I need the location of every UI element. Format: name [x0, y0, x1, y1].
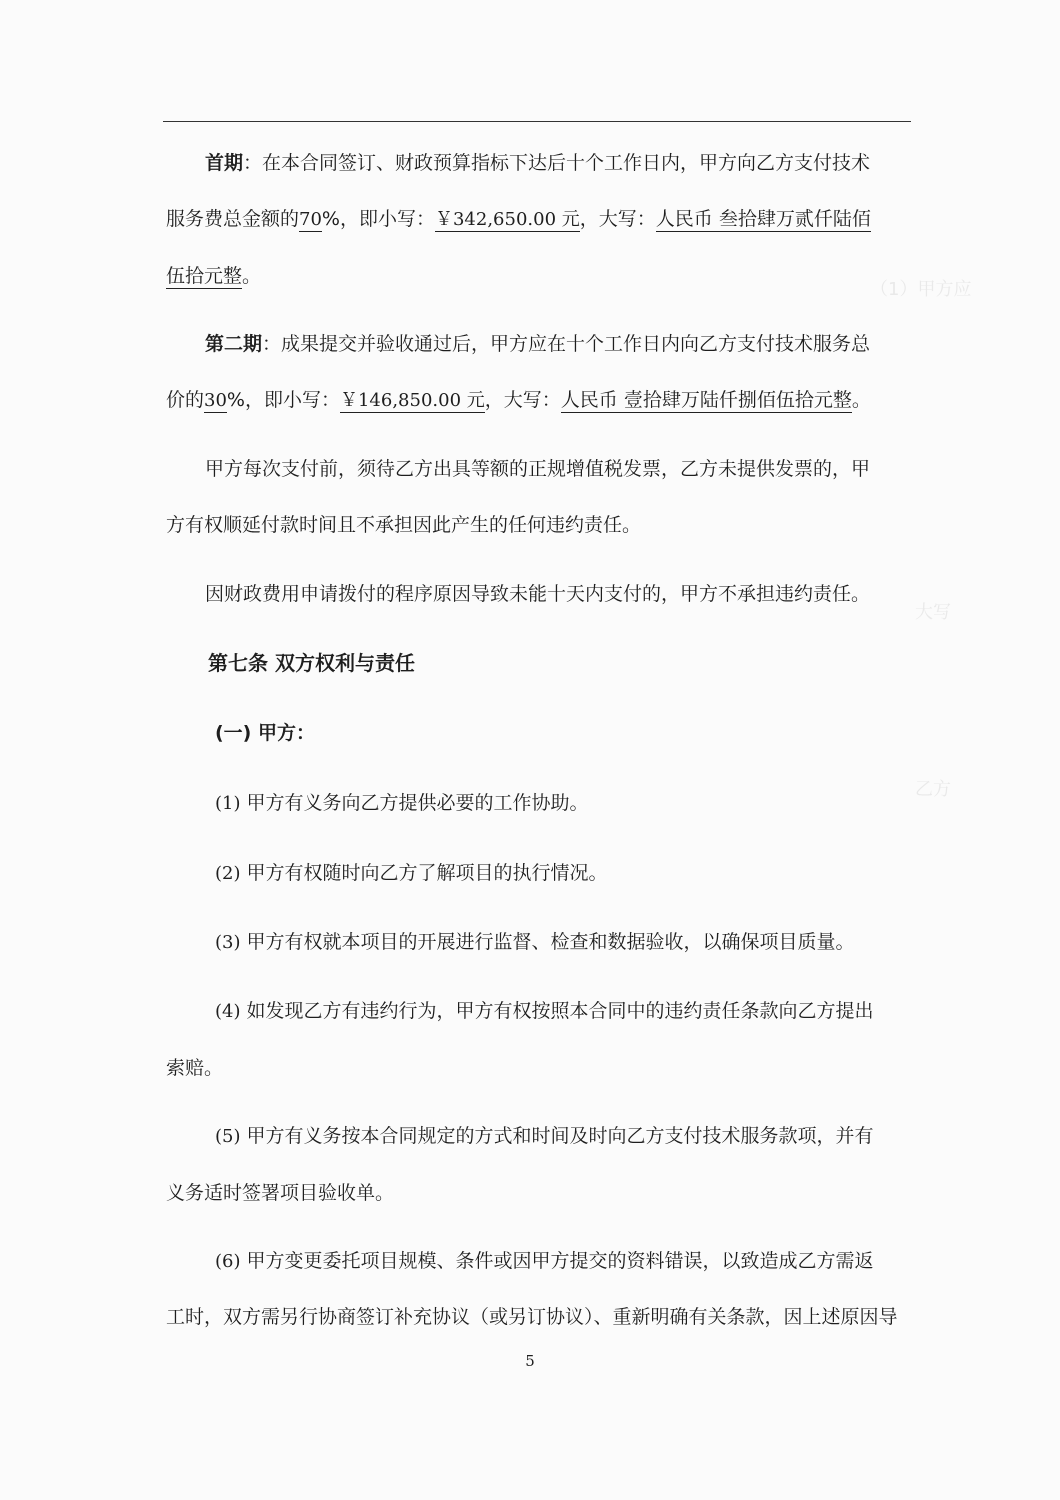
- show-through: 大写: [915, 602, 951, 623]
- first-payment-line-3: 伍拾元整。: [166, 265, 262, 287]
- party-a-item-4: (4) 如发现乙方有违约行为，甲方有权按照本合同中的违约责任条款向乙方提出: [215, 1000, 874, 1022]
- article-7-heading: 第七条 双方权利与责任: [208, 651, 415, 675]
- party-a-item-5-cont: 义务适时签署项目验收单。: [166, 1182, 395, 1204]
- first-payment-line-1: 首期：在本合同签订、财政预算指标下达后十个工作日内，甲方向乙方支付技术: [205, 152, 871, 174]
- show-through: （1）甲方应: [870, 279, 972, 300]
- fiscal-delay-paragraph: 因财政费用申请拨付的程序原因导致未能十天内支付的，甲方不承担违约责任。: [205, 583, 871, 605]
- party-a-heading: (一) 甲方：: [215, 722, 315, 744]
- second-payment-line-1: 第二期：成果提交并验收通过后，甲方应在十个工作日内向乙方支付技术服务总: [205, 333, 871, 355]
- party-a-item-1: (1) 甲方有义务向乙方提供必要的工作协助。: [215, 792, 589, 814]
- second-payment-label: 第二期: [205, 333, 263, 355]
- first-amount: ￥342,650.00 元: [434, 209, 580, 230]
- party-a-item-6: (6) 甲方变更委托项目规模、条件或因甲方提交的资料错误，以致造成乙方需返: [215, 1250, 874, 1272]
- first-percent: 70: [299, 209, 322, 230]
- header-rule: [163, 121, 911, 122]
- party-a-item-3: (3) 甲方有权就本项目的开展进行监督、检查和数据验收，以确保项目质量。: [215, 931, 855, 953]
- second-amount: ￥146,850.00 元: [339, 390, 485, 411]
- first-amount-in-words: 人民币 叁拾肆万贰仟陆佰: [655, 208, 871, 230]
- second-percent: 30: [204, 390, 227, 411]
- first-payment-label: 首期: [205, 152, 244, 174]
- first-payment-line-2: 服务费总金额的70%，即小写：￥342,650.00 元，大写：人民币 叁拾肆万贰仟陆佰: [166, 208, 871, 230]
- second-amount-in-words: 人民币 壹拾肆万陆仟捌佰伍拾元整: [560, 389, 852, 411]
- party-a-item-6-cont: 工时，双方需另行协商签订补充协议（或另订协议）、重新明确有关条款，因上述原因导: [166, 1306, 898, 1328]
- party-a-item-4-cont: 索赔。: [166, 1057, 224, 1079]
- show-through: 乙方: [915, 779, 951, 800]
- second-payment-line-2: 价的30%，即小写：￥146,850.00 元，大写：人民币 壹拾肆万陆仟捌佰伍拾元整。: [166, 389, 871, 411]
- invoice-line-1: 甲方每次支付前，须待乙方出具等额的正规增值税发票，乙方未提供发票的，甲: [205, 458, 871, 480]
- party-a-item-2: (2) 甲方有权随时向乙方了解项目的执行情况。: [215, 862, 608, 884]
- page-number: 5: [525, 1352, 535, 1370]
- party-a-item-5: (5) 甲方有义务按本合同规定的方式和时间及时向乙方支付技术服务款项，并有: [215, 1125, 874, 1147]
- invoice-line-2: 方有权顺延付款时间且不承担因此产生的任何违约责任。: [166, 514, 642, 536]
